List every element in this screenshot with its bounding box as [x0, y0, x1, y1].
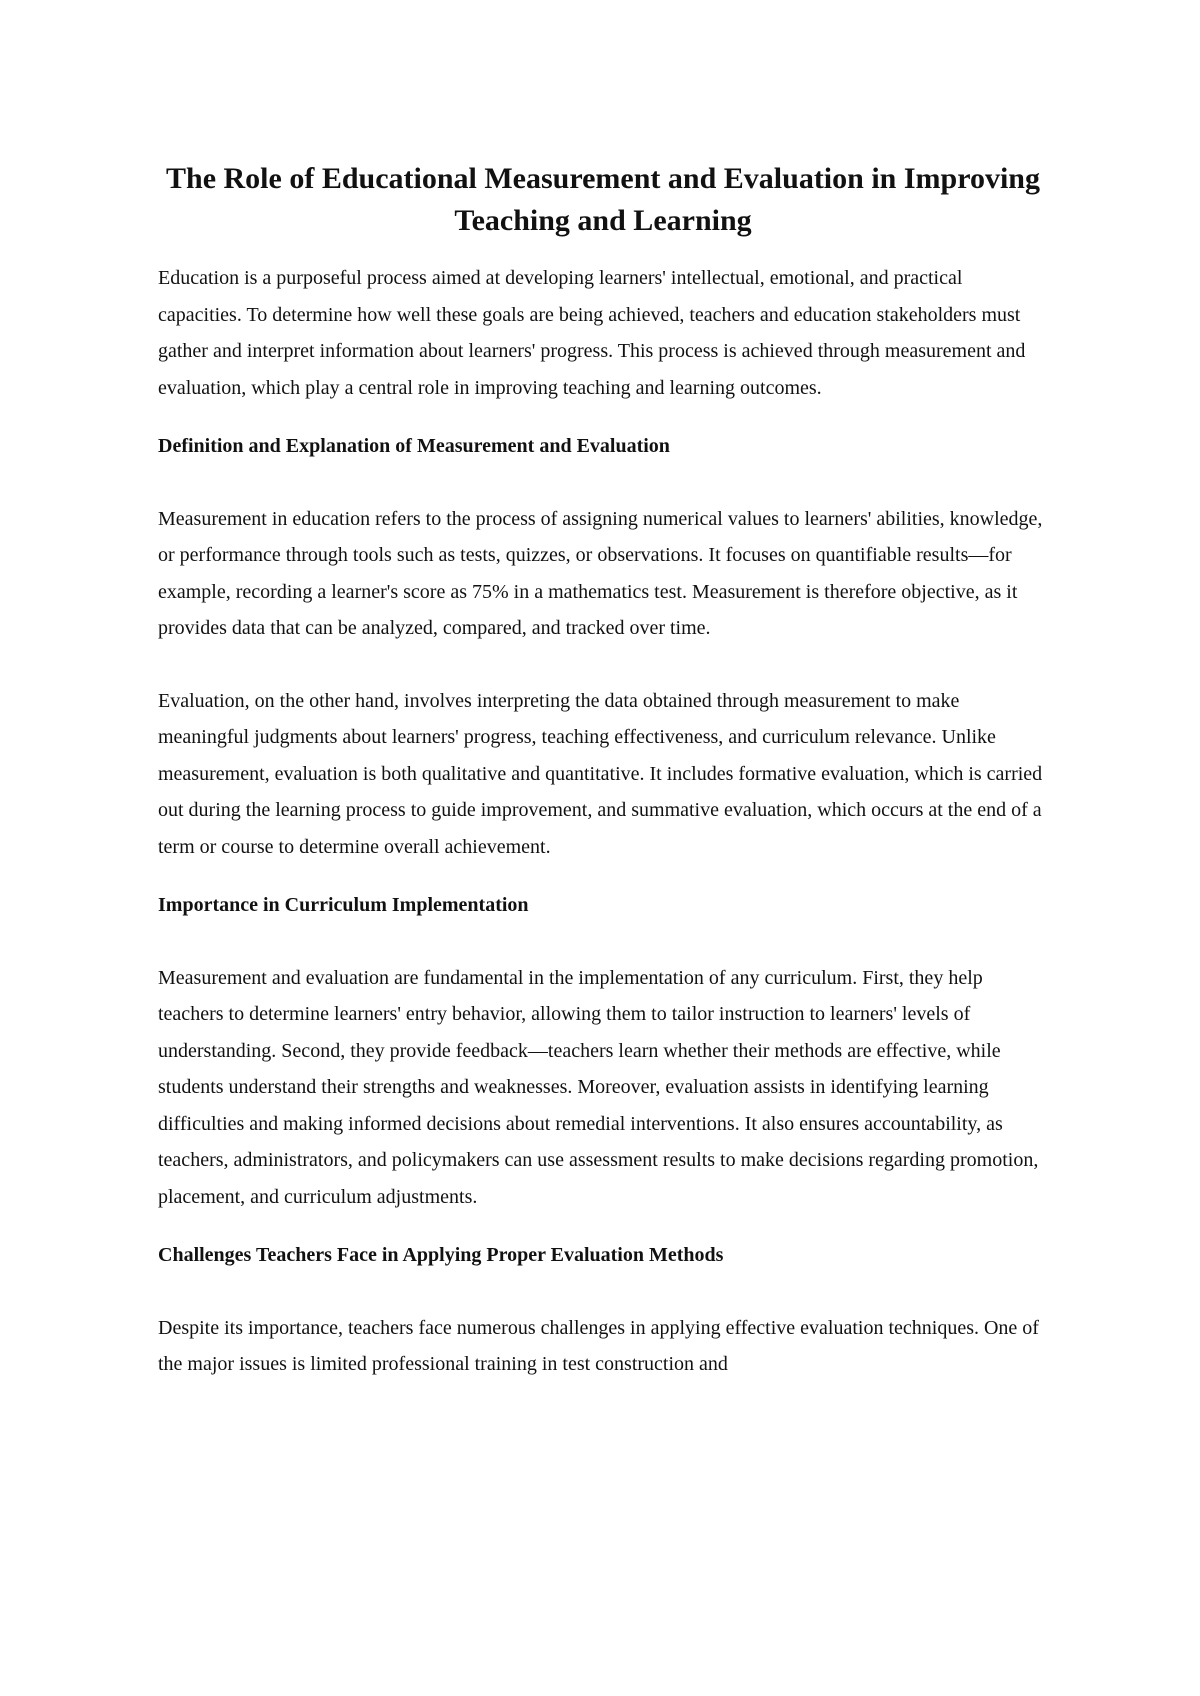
- spacer: [158, 924, 1048, 960]
- document-title: The Role of Educational Measurement and Evaluation in Improving Teaching and Learning: [166, 162, 1040, 237]
- section-heading-definition: Definition and Explanation of Measurement and Evaluation: [158, 435, 670, 457]
- intro-paragraph: Education is a purposeful process aimed at developing learners' intellectual, emotional, and practical capacities. To determine how well these goals are being achieved, teachers and education stakeholders must gather and interpret information about learners' progress. This process is achieved through measurement and evaluation, which play a central role in improving teaching and learning outcomes.: [158, 267, 1026, 399]
- section-heading-challenges: Challenges Teachers Face in Applying Proper Evaluation Methods: [158, 1244, 724, 1266]
- paragraph-evaluation: Evaluation, on the other hand, involves interpreting the data obtained through measurement to make meaningful judgments about learners' progress, teaching effectiveness, and curriculum relevance. Unlike measurement, evaluation is both qualitative and quantitative. It includes formative evaluation, which is carried out during the learning process to guide improvement, and summative evaluation, which occurs at the end of a term or course to determine overall achievement.: [158, 689, 1043, 858]
- spacer: [158, 1274, 1048, 1310]
- spacer: [158, 406, 1048, 428]
- spacer: [158, 1215, 1048, 1237]
- paragraph-curriculum: Measurement and evaluation are fundamental in the implementation of any curriculum. First, they help teachers to determine learners' entry behavior, allowing them to tailor instruction to learners' levels of understanding. Second, they provide feedback—teachers learn whether their methods are effective, while students understand their strengths and weaknesses. Moreover, evaluation assists in identifying learning difficulties and making informed decisions about remedial interventions. It also ensures accountability, as teachers, administrators, and policymakers can use assessment results to make decisions regarding promotion, placement, and curriculum adjustments.: [158, 966, 1039, 1208]
- paragraph-challenges: Despite its importance, teachers face numerous challenges in applying effective evaluation techniques. One of the major issues is limited professional training in test construction and: [158, 1316, 1039, 1375]
- spacer: [158, 865, 1048, 887]
- spacer: [158, 647, 1048, 683]
- section-heading-importance: Importance in Curriculum Implementation: [158, 894, 529, 916]
- paragraph-measurement: Measurement in education refers to the process of assigning numerical values to learners' abilities, knowledge, or performance through tools such as tests, quizzes, or observations. It focuses on quantifiable results—for example, recording a learner's score as 75% in a mathematics test. Measurement is therefore objective, as it provides data that can be analyzed, compared, and tracked over time.: [158, 507, 1043, 639]
- document-body: [158, 158, 1048, 1383]
- spacer: [158, 465, 1048, 501]
